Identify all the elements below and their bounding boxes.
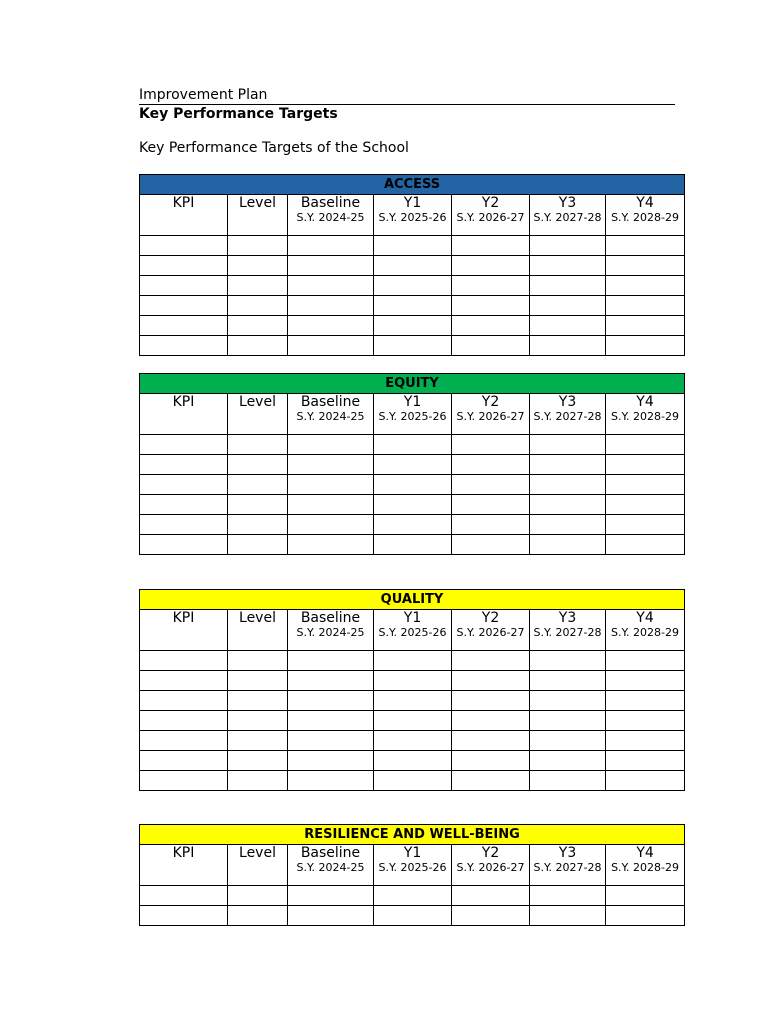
column-header-y1: [374, 610, 452, 651]
table-cell[interactable]: [452, 691, 530, 711]
column-header-y4: [606, 394, 685, 435]
table-row: [140, 276, 685, 296]
table-cell[interactable]: [606, 886, 685, 906]
table-row: [140, 691, 685, 711]
column-label: Y4: [636, 195, 654, 211]
table-cell[interactable]: [228, 515, 288, 535]
table-cell[interactable]: [288, 651, 374, 671]
school-year-label: S.Y. 2028-29: [611, 410, 679, 423]
column-header-y2: [452, 610, 530, 651]
table-cell[interactable]: [374, 771, 452, 791]
table-cell[interactable]: [140, 711, 228, 731]
table-cell[interactable]: [452, 711, 530, 731]
table-cell[interactable]: [606, 296, 685, 316]
table-cell[interactable]: [606, 651, 685, 671]
school-year-label: S.Y. 2025-26: [378, 211, 447, 224]
table-cell[interactable]: [606, 475, 685, 495]
table-cell[interactable]: [530, 886, 606, 906]
table-cell[interactable]: [228, 296, 288, 316]
table-cell[interactable]: [374, 751, 452, 771]
table-cell[interactable]: [228, 455, 288, 475]
section-title: QUALITY: [140, 590, 685, 610]
table-cell[interactable]: [140, 535, 228, 555]
table-cell[interactable]: [140, 316, 228, 336]
school-year-label: S.Y. 2025-26: [378, 626, 447, 639]
column-header-y2: [452, 195, 530, 236]
column-label: Y4: [636, 845, 654, 861]
table-cell[interactable]: [140, 751, 228, 771]
table-cell[interactable]: [140, 256, 228, 276]
column-header-level: [228, 610, 288, 651]
table-cell[interactable]: [140, 515, 228, 535]
column-header-kpi: [140, 394, 228, 435]
kpt-table-quality: [139, 589, 685, 791]
table-cell[interactable]: [530, 475, 606, 495]
table-cell[interactable]: [140, 886, 228, 906]
table-row: [140, 515, 685, 535]
table-cell[interactable]: [530, 515, 606, 535]
column-header-y4: [606, 610, 685, 651]
table-cell[interactable]: [530, 455, 606, 475]
table-cell[interactable]: [606, 276, 685, 296]
table-cell[interactable]: [452, 336, 530, 356]
column-label: KPI: [172, 610, 195, 626]
table-cell[interactable]: [374, 495, 452, 515]
table-cell[interactable]: [228, 495, 288, 515]
school-year-label: S.Y. 2028-29: [611, 861, 680, 874]
table-cell[interactable]: [530, 236, 606, 256]
column-header-row: [140, 394, 685, 435]
table-cell[interactable]: [288, 296, 374, 316]
table-cell[interactable]: [530, 691, 606, 711]
table-row: [140, 336, 685, 356]
school-year-label: S.Y. 2025-26: [378, 410, 447, 423]
table-cell[interactable]: [140, 296, 228, 316]
table-cell[interactable]: [288, 455, 374, 475]
column-header-y3: [530, 610, 606, 651]
table-row: [140, 671, 685, 691]
header-doc-label: Improvement Plan: [139, 87, 268, 103]
school-year-label: S.Y. 2024-25: [296, 410, 365, 423]
column-header-kpi: [140, 845, 228, 886]
column-label: KPI: [172, 195, 195, 211]
table-row: [140, 651, 685, 671]
table-cell[interactable]: [606, 336, 685, 356]
table-cell[interactable]: [374, 886, 452, 906]
column-header-baseline: [288, 394, 374, 435]
table-row: [140, 296, 685, 316]
table-cell[interactable]: [288, 671, 374, 691]
table-row: [140, 435, 685, 455]
school-year-label: S.Y. 2027-28: [533, 626, 602, 639]
table-cell[interactable]: [606, 751, 685, 771]
table-cell[interactable]: [140, 671, 228, 691]
table-cell[interactable]: [606, 535, 685, 555]
column-label: Y3: [558, 845, 577, 861]
table-row: [140, 236, 685, 256]
table-cell[interactable]: [530, 671, 606, 691]
table-cell[interactable]: [228, 316, 288, 336]
table-cell[interactable]: [530, 316, 606, 336]
table-cell[interactable]: [452, 731, 530, 751]
column-header-y1: [374, 394, 452, 435]
column-header-baseline: [288, 610, 374, 651]
table-cell[interactable]: [452, 535, 530, 555]
table-cell[interactable]: [228, 771, 288, 791]
table-cell[interactable]: [228, 671, 288, 691]
header-rule: [139, 104, 675, 105]
table-row: [140, 711, 685, 731]
kpt-table-resilience-and-well-being: [139, 824, 685, 926]
column-label: Y2: [481, 394, 500, 410]
column-label: Y1: [403, 195, 422, 211]
column-header-y2: [452, 394, 530, 435]
table-cell[interactable]: [228, 336, 288, 356]
table-cell[interactable]: [228, 751, 288, 771]
column-label: Level: [239, 394, 276, 410]
table-cell[interactable]: [228, 475, 288, 495]
column-header-y3: [530, 845, 606, 886]
table-cell[interactable]: [374, 711, 452, 731]
table-row: [140, 906, 685, 926]
table-cell[interactable]: [228, 236, 288, 256]
table-cell[interactable]: [140, 651, 228, 671]
table-row: [140, 256, 685, 276]
table-cell[interactable]: [228, 435, 288, 455]
table-cell[interactable]: [288, 711, 374, 731]
table-cell[interactable]: [606, 731, 685, 751]
school-year-label: S.Y. 2026-27: [456, 861, 525, 874]
column-label: Y3: [558, 195, 577, 211]
table-cell[interactable]: [288, 771, 374, 791]
table-cell[interactable]: [140, 771, 228, 791]
table-cell[interactable]: [228, 651, 288, 671]
table-row: [140, 475, 685, 495]
table-cell[interactable]: [374, 435, 452, 455]
table-cell[interactable]: [530, 751, 606, 771]
column-label: Y3: [558, 394, 577, 410]
table-cell[interactable]: [452, 495, 530, 515]
school-year-label: S.Y. 2026-27: [456, 626, 525, 639]
table-cell[interactable]: [288, 886, 374, 906]
table-cell[interactable]: [452, 475, 530, 495]
table-row: [140, 886, 685, 906]
school-year-label: S.Y. 2024-25: [296, 861, 365, 874]
table-cell[interactable]: [452, 771, 530, 791]
school-year-label: S.Y. 2028-29: [611, 626, 679, 639]
school-year-label: S.Y. 2026-27: [456, 211, 525, 224]
school-year-label: S.Y. 2027-28: [533, 410, 602, 423]
kpt-table-access: [139, 174, 685, 356]
school-year-label: S.Y. 2027-28: [533, 211, 602, 224]
column-label: Y2: [481, 845, 500, 861]
table-cell[interactable]: [140, 455, 228, 475]
table-cell[interactable]: [374, 651, 452, 671]
table-cell[interactable]: [288, 495, 374, 515]
table-row: [140, 751, 685, 771]
table-cell[interactable]: [452, 651, 530, 671]
table-cell[interactable]: [228, 276, 288, 296]
column-label: KPI: [172, 845, 195, 861]
column-label: Level: [239, 845, 276, 861]
table-cell[interactable]: [374, 276, 452, 296]
table-cell[interactable]: [288, 906, 374, 926]
table-cell[interactable]: [452, 276, 530, 296]
table-cell[interactable]: [228, 256, 288, 276]
table-cell[interactable]: [606, 906, 685, 926]
column-label: Y4: [636, 610, 654, 626]
table-cell[interactable]: [452, 455, 530, 475]
table-cell[interactable]: [606, 671, 685, 691]
table-cell[interactable]: [530, 651, 606, 671]
table-cell[interactable]: [452, 671, 530, 691]
table-cell[interactable]: [228, 731, 288, 751]
table-cell[interactable]: [288, 475, 374, 495]
table-cell[interactable]: [140, 276, 228, 296]
table-row: [140, 316, 685, 336]
column-header-baseline: [288, 195, 374, 236]
section-title: RESILIENCE AND WELL-BEING: [140, 825, 685, 845]
table-cell[interactable]: [288, 751, 374, 771]
section-title: ACCESS: [140, 175, 685, 195]
table-cell[interactable]: [288, 435, 374, 455]
column-label: Y1: [403, 845, 422, 861]
column-header-baseline: [288, 845, 374, 886]
table-cell[interactable]: [606, 691, 685, 711]
table-cell[interactable]: [530, 336, 606, 356]
table-cell[interactable]: [606, 711, 685, 731]
kpt-table-equity: [139, 373, 685, 555]
table-cell[interactable]: [228, 886, 288, 906]
column-header-y1: [374, 845, 452, 886]
column-header-y1: [374, 195, 452, 236]
column-header-y2: [452, 845, 530, 886]
table-cell[interactable]: [228, 535, 288, 555]
table-cell[interactable]: [374, 236, 452, 256]
column-label: Baseline: [300, 845, 361, 861]
table-cell[interactable]: [140, 691, 228, 711]
table-cell[interactable]: [530, 535, 606, 555]
table-cell[interactable]: [530, 906, 606, 926]
table-cell[interactable]: [374, 906, 452, 926]
table-cell[interactable]: [140, 731, 228, 751]
table-cell[interactable]: [452, 296, 530, 316]
table-cell[interactable]: [452, 751, 530, 771]
table-cell[interactable]: [530, 495, 606, 515]
column-header-row: [140, 610, 685, 651]
table-cell[interactable]: [374, 535, 452, 555]
table-cell[interactable]: [606, 515, 685, 535]
table-cell[interactable]: [288, 316, 374, 336]
column-label: KPI: [172, 394, 195, 410]
table-cell[interactable]: [374, 731, 452, 751]
school-year-label: S.Y. 2028-29: [611, 211, 679, 224]
table-cell[interactable]: [288, 535, 374, 555]
school-year-label: S.Y. 2024-25: [296, 211, 365, 224]
table-cell[interactable]: [452, 906, 530, 926]
page-subtitle: Key Performance Targets of the School: [139, 140, 409, 156]
column-label: Y4: [636, 394, 654, 410]
school-year-label: S.Y. 2026-27: [456, 410, 525, 423]
column-label: Y3: [558, 610, 577, 626]
column-header-row: [140, 195, 685, 236]
school-year-label: S.Y. 2027-28: [533, 861, 602, 874]
table-cell[interactable]: [606, 495, 685, 515]
table-cell[interactable]: [288, 691, 374, 711]
table-row: [140, 495, 685, 515]
table-cell[interactable]: [606, 455, 685, 475]
table-cell[interactable]: [374, 455, 452, 475]
table-cell[interactable]: [374, 475, 452, 495]
table-cell[interactable]: [530, 276, 606, 296]
table-cell[interactable]: [374, 515, 452, 535]
school-year-label: S.Y. 2024-25: [296, 626, 365, 639]
table-cell[interactable]: [288, 731, 374, 751]
table-cell[interactable]: [530, 256, 606, 276]
table-cell[interactable]: [140, 475, 228, 495]
table-cell[interactable]: [288, 336, 374, 356]
column-label: Level: [239, 195, 276, 211]
table-cell[interactable]: [530, 711, 606, 731]
column-label: Baseline: [300, 610, 361, 626]
table-cell[interactable]: [288, 236, 374, 256]
table-cell[interactable]: [288, 515, 374, 535]
school-year-label: S.Y. 2025-26: [378, 861, 447, 874]
table-cell[interactable]: [452, 515, 530, 535]
table-cell[interactable]: [374, 336, 452, 356]
table-cell[interactable]: [452, 316, 530, 336]
table-cell[interactable]: [228, 711, 288, 731]
column-header-y3: [530, 394, 606, 435]
column-header-row: [140, 845, 685, 886]
table-cell[interactable]: [452, 256, 530, 276]
table-cell[interactable]: [374, 296, 452, 316]
table-cell[interactable]: [140, 435, 228, 455]
column-header-y4: [606, 195, 685, 236]
column-label: Y2: [481, 195, 500, 211]
column-header-level: [228, 394, 288, 435]
table-cell[interactable]: [606, 771, 685, 791]
table-cell[interactable]: [606, 435, 685, 455]
table-cell[interactable]: [530, 296, 606, 316]
table-cell[interactable]: [374, 316, 452, 336]
section-title: EQUITY: [140, 374, 685, 394]
table-row: [140, 771, 685, 791]
table-cell[interactable]: [140, 495, 228, 515]
table-row: [140, 455, 685, 475]
table-cell[interactable]: [606, 316, 685, 336]
table-cell[interactable]: [374, 256, 452, 276]
page-title: Key Performance Targets: [139, 106, 338, 122]
column-label: Y1: [403, 610, 422, 626]
column-header-y4: [606, 845, 685, 886]
column-header-y3: [530, 195, 606, 236]
table-cell[interactable]: [452, 435, 530, 455]
table-cell[interactable]: [288, 256, 374, 276]
column-label: Level: [239, 610, 276, 626]
table-cell[interactable]: [374, 671, 452, 691]
table-row: [140, 731, 685, 751]
table-cell[interactable]: [606, 236, 685, 256]
column-header-kpi: [140, 610, 228, 651]
column-header-level: [228, 845, 288, 886]
column-label: Baseline: [300, 195, 361, 211]
table-cell[interactable]: [374, 691, 452, 711]
table-cell[interactable]: [140, 236, 228, 256]
table-cell[interactable]: [140, 906, 228, 926]
table-cell[interactable]: [530, 435, 606, 455]
table-row: [140, 535, 685, 555]
table-cell[interactable]: [530, 771, 606, 791]
table-cell[interactable]: [452, 886, 530, 906]
column-label: Baseline: [300, 394, 361, 410]
table-cell[interactable]: [228, 691, 288, 711]
table-cell[interactable]: [530, 731, 606, 751]
table-cell[interactable]: [140, 336, 228, 356]
column-label: Y1: [403, 394, 422, 410]
table-cell[interactable]: [288, 276, 374, 296]
column-header-kpi: [140, 195, 228, 236]
column-label: Y2: [481, 610, 500, 626]
table-cell[interactable]: [452, 236, 530, 256]
table-cell[interactable]: [606, 256, 685, 276]
table-cell[interactable]: [228, 906, 288, 926]
column-header-level: [228, 195, 288, 236]
